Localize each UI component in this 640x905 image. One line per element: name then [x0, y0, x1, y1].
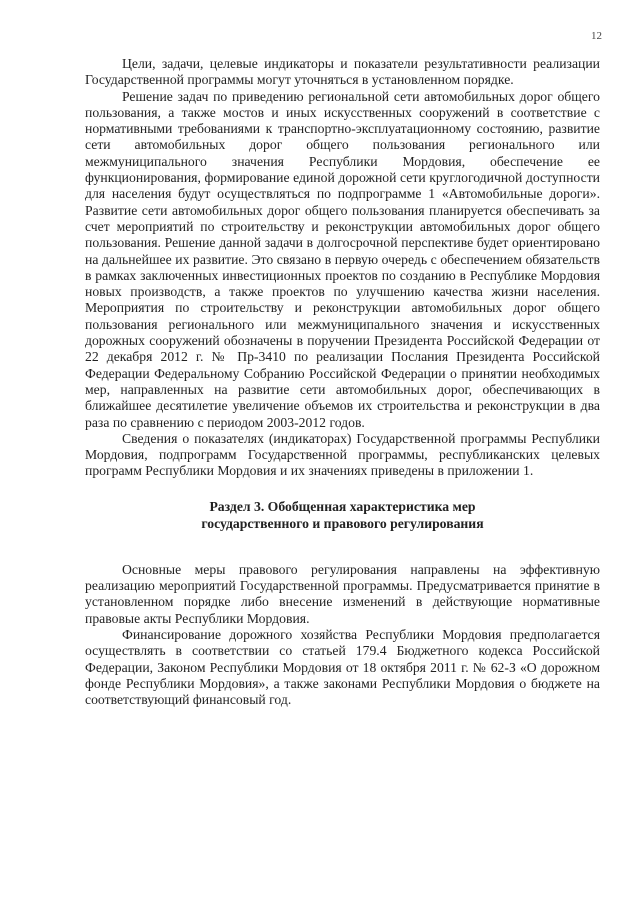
paragraph-goals-refinement: Цели, задачи, целевые индикаторы и показатели результативности реализации Государственной программы могут уточняться в установленном порядке. — [85, 56, 600, 88]
section-3-heading — [85, 498, 600, 532]
section-heading-line-2: государственного и правового регулирования — [201, 515, 484, 531]
paragraph-indicators-info: Сведения о показателях (индикаторах) Государственной программы Республики Мордовия, подпрограмм Государственной программы, республиканских целевых программ Республики Мордовия и их значениях приведены в приложении 1. — [85, 430, 600, 479]
paragraph-legal-regulation: Основные меры правового регулирования направлены на эффективную реализацию мероприятий Государственной программы. Предусматривается принятие в установленном порядке либо внесение изменений в действующие нормативные правовые акты Республики Мордовия. — [85, 561, 600, 626]
paragraph-road-network-tasks: Решение задач по приведению региональной сети автомобильных дорог общего пользования, а также мостов и иных искусственных сооружений в соответствие с нормативными требованиями к транспортно-эксплуатационному состоянию, развитие сети автомобильных дорог общего пользования регионального или межмуниципального значения Республики Мордовия, обеспечение ее функционирования, формирование единой дорожной сети круглогодичной доступности для населения будут осуществляться по подпрограмме 1 «Автомобильные дороги». Развитие сети автомобильных дорог общего пользования планируется обеспечивать за счет мероприятий по строительству и реконструкции автомобильных дорог общего пользования. Решение данной задачи в долгосрочной перспективе будет ориентировано на дальнейшее их развитие. Это связано в первую очередь с обеспечением обязательств в рамках заключенных инвестиционных проектов по созданию в Республике Мордовия новых производств, а также проектов по улучшению качества жизни населения. Мероприятия по строительству и реконструкции автомобильных дорог общего пользования регионального или межмуниципального значения и искусственных дорожных сооружений обозначены в поручении Президента Российской Федерации от 22 декабря 2012 г. № Пр-3410 по реализации Послания Президента Российской Федерации Федеральному Собранию Российской Федерации о принятии необходимых мер, направленных на развитие сети автомобильных дорог, обеспечивающих в ближайшее десятилетие увеличение объемов их строительства и реконструкции в два раза по сравнению с периодом 2003-2012 годов. — [85, 88, 600, 430]
paragraph-road-financing: Финансирование дорожного хозяйства Республики Мордовия предполагается осуществлять в соответствии со статьей 179.4 Бюджетного кодекса Российской Федерации, Законом Республики Мордовия от 18 октября 2011 г. № 62-З «О дорожном фонде Республики Мордовия», а также законами Республики Мордовия о бюджете на соответствующий финансовый год. — [85, 626, 600, 708]
document-body — [85, 56, 600, 708]
section-heading-line-1: Раздел 3. Обобщенная характеристика мер — [209, 498, 476, 514]
spacer — [85, 532, 600, 562]
page-number: 12 — [591, 30, 602, 42]
